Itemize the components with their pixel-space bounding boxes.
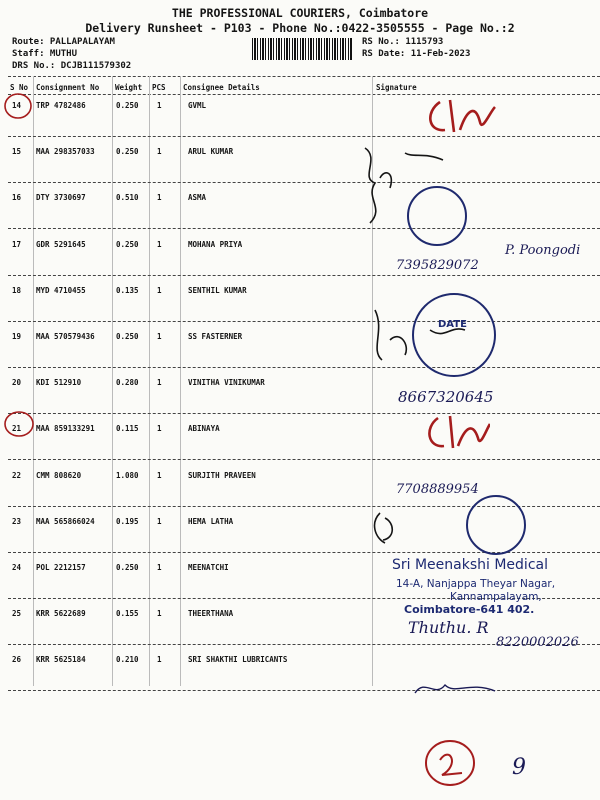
handwritten-phone: 7708889954 — [396, 482, 479, 497]
row-consignee: THEERTHANA — [188, 609, 234, 618]
row-sno: 23 — [12, 517, 22, 526]
row-sno: 22 — [12, 471, 22, 480]
row-weight: 0.195 — [116, 517, 139, 526]
drs-number: DRS No.: DCJB111579302 — [12, 61, 132, 71]
row-sno: 21 — [12, 424, 22, 433]
row-sno: 25 — [12, 609, 22, 618]
signature-row-26 — [410, 673, 500, 703]
col-sno: S No — [10, 83, 29, 92]
row-weight: 0.250 — [116, 240, 139, 249]
col-signature: Signature — [376, 83, 417, 92]
row-divider — [8, 459, 600, 460]
row-consignee: MOHANA PRIYA — [188, 240, 243, 249]
row-consignee: ASMA — [188, 193, 207, 202]
medical-stamp-name: Sri Meenakshi Medical — [392, 557, 548, 573]
row-pcs: 1 — [157, 147, 162, 156]
row-pcs: 1 — [157, 563, 162, 572]
red-circle-mark-icon — [420, 735, 480, 790]
handwritten-page-mark: 9 — [512, 755, 526, 780]
row-sno: 20 — [12, 378, 22, 387]
row-weight: 0.250 — [116, 332, 139, 341]
row-weight: 0.155 — [116, 609, 139, 618]
row-consignment: MAA 565866024 — [36, 517, 95, 526]
row-consignee: ARUL KUMAR — [188, 147, 234, 156]
row-divider — [8, 367, 600, 368]
row-sno: 15 — [12, 147, 22, 156]
handwritten-name: P. Poongodi — [505, 243, 581, 258]
divider — [8, 94, 600, 95]
row-weight: 0.250 — [116, 563, 139, 572]
row-consignee: SRI SHAKTHI LUBRICANTS — [188, 655, 288, 664]
row-consignee: SENTHIL KUMAR — [188, 286, 247, 295]
route-label: Route: PALLAPALAYAM — [12, 37, 115, 47]
row-consignment: TRP 4782486 — [36, 101, 86, 110]
row-consignment: KDI 512910 — [36, 378, 82, 387]
column-line — [33, 76, 34, 686]
column-line — [180, 76, 181, 686]
rs-date: RS Date: 11-Feb-2023 — [362, 49, 471, 59]
row-pcs: 1 — [157, 609, 162, 618]
row-pcs: 1 — [157, 655, 162, 664]
row-consignment: POL 2212157 — [36, 563, 86, 572]
row-pcs: 1 — [157, 332, 162, 341]
rs-number: RS No.: 1115793 — [362, 37, 444, 47]
row-divider — [8, 552, 600, 553]
row-consignment: KRR 5625184 — [36, 655, 86, 664]
medical-stamp-address: Coimbatore-641 402. — [404, 603, 535, 616]
row-weight: 0.510 — [116, 193, 139, 202]
col-pcs: PCS — [152, 83, 166, 92]
row-pcs: 1 — [157, 240, 162, 249]
row-divider — [8, 321, 600, 322]
round-seal-stamp — [466, 495, 526, 555]
row-consignment: GDR 5291645 — [36, 240, 86, 249]
row-weight: 0.250 — [116, 101, 139, 110]
row-consignment: MAA 298357033 — [36, 147, 95, 156]
row-consignment: MAA 570579436 — [36, 332, 95, 341]
row-consignment: MAA 859133291 — [36, 424, 95, 433]
row-divider — [8, 136, 600, 137]
signature-row-21 — [420, 410, 490, 455]
row-sno: 26 — [12, 655, 22, 664]
round-seal-stamp — [407, 186, 467, 246]
row-weight: 0.135 — [116, 286, 139, 295]
row-consignee: SURJITH PRAVEEN — [188, 471, 256, 480]
row-consignment: MYD 4710455 — [36, 286, 86, 295]
column-line — [149, 76, 150, 686]
handwritten-phone: 8220002026 — [496, 635, 579, 650]
col-consignee: Consignee Details — [183, 83, 260, 92]
red-circle-mark-icon — [2, 408, 36, 440]
row-sno: 24 — [12, 563, 22, 572]
row-weight: 0.115 — [116, 424, 139, 433]
column-line — [112, 76, 113, 686]
col-consignment: Consignment No — [36, 83, 100, 92]
red-circle-mark-icon — [2, 90, 34, 122]
col-weight: Weight — [115, 83, 143, 92]
staff-label: Staff: MUTHU — [12, 49, 78, 59]
row-sno: 14 — [12, 101, 22, 110]
row-consignee: MEENATCHI — [188, 563, 229, 572]
row-consignee: ABINAYA — [188, 424, 220, 433]
medical-stamp-address: 14-A, Nanjappa Theyar Nagar, — [396, 578, 556, 590]
row-weight: 0.250 — [116, 147, 139, 156]
row-divider — [8, 228, 600, 229]
row-pcs: 1 — [157, 286, 162, 295]
row-sno: 19 — [12, 332, 22, 341]
signature-row-14 — [420, 92, 500, 137]
row-divider — [8, 275, 600, 276]
row-consignee: VINITHA VINIKUMAR — [188, 378, 265, 387]
handwritten-phone: 7395829072 — [396, 258, 479, 273]
row-sno: 16 — [12, 193, 22, 202]
row-sno: 17 — [12, 240, 22, 249]
row-divider — [8, 413, 600, 414]
row-consignee: SS FASTERNER — [188, 332, 243, 341]
round-seal-stamp — [412, 293, 496, 377]
handwritten-phone: 8667320645 — [398, 388, 494, 406]
barcode-icon — [252, 38, 352, 60]
runsheet-title: THE PROFESSIONAL COURIERS, Coimbatore — [171, 6, 429, 20]
row-pcs: 1 — [157, 378, 162, 387]
row-divider — [8, 182, 600, 183]
row-weight: 0.210 — [116, 655, 139, 664]
row-divider — [8, 690, 600, 691]
row-consignment: KRR 5622689 — [36, 609, 86, 618]
row-consignee: HEMA LATHA — [188, 517, 234, 526]
runsheet-subtitle: Delivery Runsheet - P103 - Phone No.:0422-3505555 - Page No.:2 — [85, 21, 515, 35]
row-sno: 18 — [12, 286, 22, 295]
row-pcs: 1 — [157, 193, 162, 202]
row-consignment: DTY 3730697 — [36, 193, 86, 202]
signature-row-23 — [365, 508, 405, 548]
row-pcs: 1 — [157, 101, 162, 110]
medical-stamp-address: Kannampalayam, — [450, 591, 542, 603]
stamp-date: DATE — [438, 319, 467, 330]
row-consignee: GVML — [188, 101, 207, 110]
row-weight: 1.080 — [116, 471, 139, 480]
row-pcs: 1 — [157, 517, 162, 526]
row-consignment: CMM 808620 — [36, 471, 82, 480]
row-pcs: 1 — [157, 471, 162, 480]
row-pcs: 1 — [157, 424, 162, 433]
row-weight: 0.280 — [116, 378, 139, 387]
divider — [8, 76, 600, 77]
handwritten-name: Thuthu. R — [408, 618, 489, 637]
